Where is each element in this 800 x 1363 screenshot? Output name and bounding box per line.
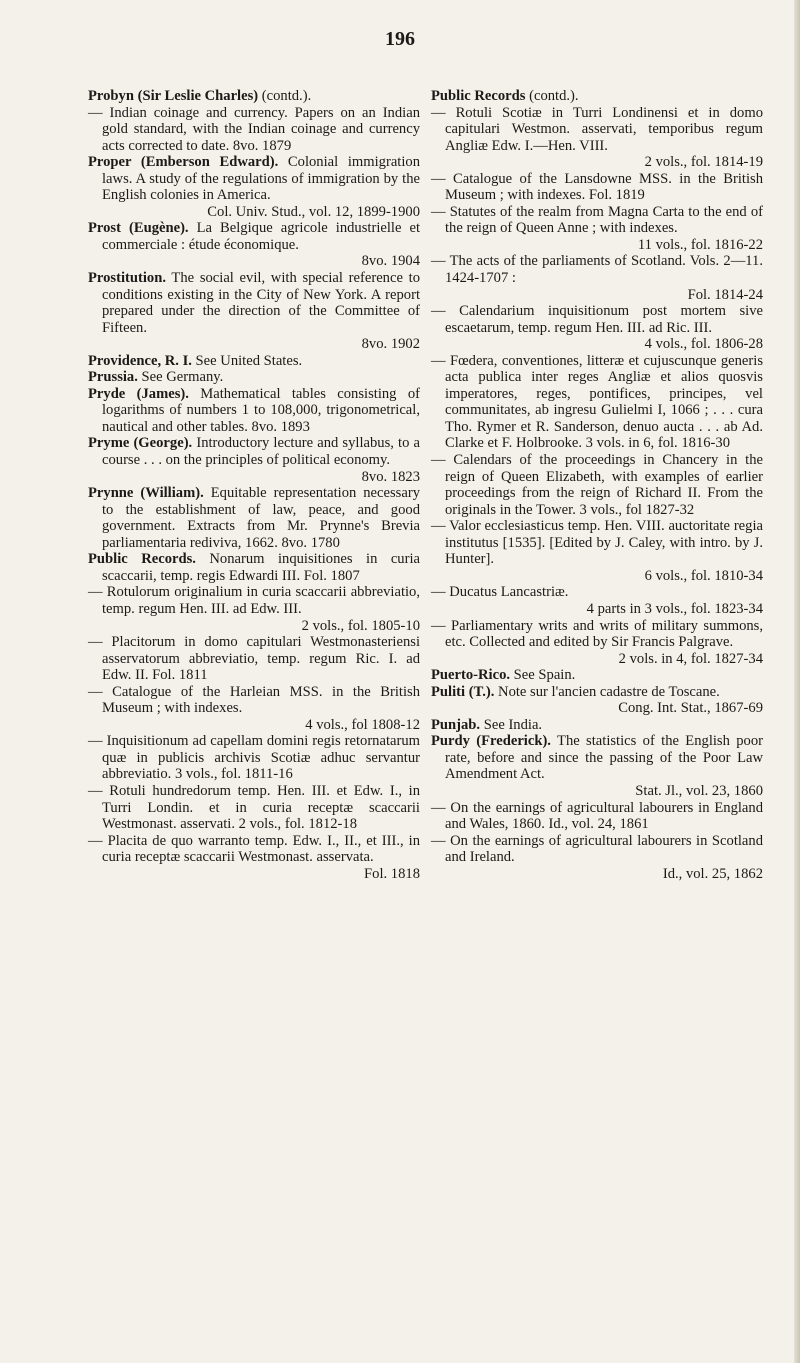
entry-text: — Placita de quo warranto temp. Edw. I., II., et III., in curia receptæ scaccarii Westmonast. asservata.: [88, 832, 420, 866]
index-subentry: [88, 684, 420, 734]
entry-text: (contd.).: [525, 88, 579, 104]
entry-text: — Catalogue of the Harleian MSS. in the British Museum ; with indexes.: [88, 683, 420, 717]
index-entry: [88, 386, 420, 436]
entry-text: — Valor ecclesiasticus temp. Hen. VIII. auctoritate regia institutus [1535]. [Edited by J. Caley, with intro. by J. Hunter].: [431, 518, 763, 568]
index-entry: [88, 88, 420, 105]
entry-heading: Prynne (William).: [88, 485, 204, 502]
entry-text: The statistics of the English poor rate, before and since the passing of the Poor Law Amendment Act.: [445, 733, 763, 783]
index-subentry: [431, 584, 763, 617]
entry-text: — On the earnings of agricultural labourers in Scotland and Ireland.: [431, 832, 763, 866]
entry-text: — Rotuli hundredorum temp. Hen. III. et Edw. I., in Turri Londin. et in curia receptæ scaccarii Westmonast. asservati. 2 vols., fol. 1812-18: [88, 782, 420, 833]
entry-heading: Proper (Emberson Edward).: [88, 154, 279, 171]
index-entry: [431, 717, 763, 734]
index-entry: [88, 353, 420, 370]
index-subentry: [431, 618, 763, 668]
entry-heading: Prussia.: [88, 369, 138, 386]
entry-text: — Inquisitionum ad capellam domini regis retornatarum quæ in publicis archivis Scotiæ adhuc servantur abbreviatio. 3 vols., fol. 1811-16: [88, 733, 420, 783]
index-subentry: [431, 833, 763, 883]
index-subentry: [88, 833, 420, 883]
entry-heading: Puliti (T.).: [431, 683, 495, 700]
right-column: [431, 88, 763, 882]
entry-publication: 8vo. 1823: [361, 468, 420, 485]
index-entry: [88, 369, 420, 386]
entry-heading: Providence, R. I.: [88, 352, 192, 369]
entry-text: — Rotuli Scotiæ in Turri Londinensi et in domo capitulari Westmon. asservati, temporibus regum Angliæ Edw. I.—Hen. VIII.: [431, 104, 763, 154]
index-entry: [88, 485, 420, 551]
entry-publication: 6 vols., fol. 1810-34: [644, 567, 763, 584]
index-subentry: [431, 303, 763, 353]
entry-text: — Calendars of the proceedings in Chancery in the reign of Queen Elizabeth, with examples of earlier proceedings from the reign of Richard II. From the originals in the Tower. 3 vols., fol 1827-32: [431, 452, 763, 518]
entry-text: See United States.: [191, 352, 303, 369]
index-entry: [88, 435, 420, 485]
entry-text: — The acts of the parliaments of Scotland. Vols. 2—11. 1424-1707 :: [431, 253, 763, 287]
entry-text: (contd.).: [258, 88, 312, 104]
index-subentry: [431, 800, 763, 833]
page-number: 196: [385, 28, 415, 50]
entry-heading: Punjab.: [431, 716, 481, 733]
index-subentry: [88, 584, 420, 634]
entry-text: Nonarum inquisitiones in curia scaccarii, temp. regis Edwardi III. Fol. 1807: [102, 551, 420, 584]
index-subentry: [88, 105, 420, 155]
index-entry: [431, 684, 763, 717]
index-subentry: [431, 253, 763, 303]
entry-text: — Rotulorum originalium in curia scaccarii abbreviatio, temp. regum Hen. III. ad Edw. III.: [88, 584, 420, 617]
entry-text: — Indian coinage and currency. Papers on an Indian gold standard, with the Indian coinage and currency acts corrected to date. 8vo. 1879: [88, 104, 420, 154]
entry-heading: Prost (Eugène).: [88, 220, 189, 237]
index-entry: [431, 667, 763, 684]
entry-text: — Catalogue of the Lansdowne MSS. in the British Museum ; with indexes. Fol. 1819: [431, 170, 763, 204]
entry-heading: Public Records: [431, 88, 526, 104]
index-subentry: [431, 518, 763, 584]
entry-publication: 4 vols., fol 1808-12: [305, 716, 420, 733]
entry-text: — On the earnings of agricultural labourers in England and Wales, 1860. Id., vol. 24, 1861: [431, 799, 763, 833]
index-entry: [431, 88, 763, 105]
entry-heading: Prostitution.: [88, 270, 166, 287]
entry-text: — Fœdera, conventiones, litteræ et cujuscunque generis acta publica inter reges Angliæ et alios quosvis imperatores, reges, pontifices, principes, vel communitates, ab ingresu Gulielmi I, 1066 ; . . . cura Tho. Rymer et R. Sanderson, denuo aucta . . . ab Ad. Clarke et F. Holbrooke. 3 vols. in 6, fol. 1816-30: [431, 352, 763, 452]
index-subentry: [431, 105, 763, 171]
index-subentry: [88, 634, 420, 684]
entry-publication: Col. Univ. Stud., vol. 12, 1899-1900: [207, 203, 420, 220]
entry-text: La Belgique agricole industrielle et commerciale : étude économique.: [102, 220, 421, 253]
entry-text: See Germany.: [137, 369, 224, 386]
entry-publication: 8vo. 1902: [361, 336, 420, 353]
index-subentry: [431, 452, 763, 518]
entry-heading: Purdy (Frederick).: [431, 733, 551, 750]
entry-publication: 8vo. 1904: [361, 253, 420, 270]
left-column: [88, 88, 420, 882]
entry-text: — Placitorum in domo capitulari Westmonasteriensi asservatorum abbreviatio, temp. regum Ric. I. ad Edw. II. Fol. 1811: [88, 634, 420, 684]
entry-publication: 4 vols., fol. 1806-28: [644, 336, 763, 353]
entry-publication: 11 vols., fol. 1816-22: [637, 236, 763, 253]
entry-publication: 2 vols., fol. 1805-10: [301, 617, 420, 634]
entry-publication: Stat. Jl., vol. 23, 1860: [635, 782, 763, 799]
entry-text: Mathematical tables consisting of logarithms of numbers 1 to 108,000, trigonometrical, nautical and other tables. 8vo. 1893: [102, 385, 420, 435]
index-entry: [431, 733, 763, 799]
entry-heading: Pryme (George).: [88, 435, 193, 452]
entry-text: The social evil, with special reference to conditions existing in the City of New York. A report prepared under the direction of the Committee of Fifteen.: [102, 270, 420, 336]
index-entry: [88, 270, 420, 353]
index-entry: [88, 551, 420, 584]
entry-text: — Ducatus Lancastriæ.: [431, 584, 569, 601]
entry-text: See Spain.: [510, 667, 576, 684]
entry-heading: Public Records.: [88, 551, 196, 568]
entry-text: — Statutes of the realm from Magna Carta to the end of the reign of Queen Anne ; with indexes.: [431, 203, 763, 237]
entry-text: — Calendarium inquisitionum post mortem sive escaetarum, temp. regum Hen. III. ad Ric. III.: [431, 303, 763, 336]
page-edge: [794, 0, 800, 1363]
entry-publication: Cong. Int. Stat., 1867-69: [618, 700, 763, 717]
index-subentry: [431, 171, 763, 204]
index-subentry: [431, 353, 763, 452]
entry-publication: Fol. 1814-24: [687, 286, 763, 303]
index-subentry: [431, 204, 763, 254]
index-entry: [88, 220, 420, 270]
entry-heading: Probyn (Sir Leslie Charles): [88, 88, 259, 104]
index-subentry: [88, 733, 420, 783]
entry-text: — Parliamentary writs and writs of military summons, etc. Collected and edited by Sir Francis Palgrave.: [431, 617, 763, 651]
entry-publication: 2 vols. in 4, fol. 1827-34: [618, 650, 763, 667]
entry-publication: 4 parts in 3 vols., fol. 1823-34: [586, 600, 763, 617]
index-entry: [88, 154, 420, 220]
entry-publication: Id., vol. 25, 1862: [662, 865, 763, 882]
index-subentry: [88, 783, 420, 833]
entry-publication: Fol. 1818: [364, 865, 420, 882]
entry-text: Colonial immigration laws. A study of the regulations of immigration by the English colonies in America.: [102, 154, 421, 204]
entry-publication: 2 vols., fol. 1814-19: [644, 154, 763, 171]
entry-heading: Puerto-Rico.: [431, 667, 511, 684]
entry-heading: Pryde (James).: [88, 385, 189, 402]
entry-text: See India.: [480, 716, 543, 733]
entry-text: Introductory lecture and syllabus, to a course . . . on the principles of political economy.: [102, 435, 421, 469]
entry-text: Note sur l'ancien cadastre de Toscane.: [494, 683, 720, 700]
entry-text: Equitable representation necessary to the establishment of law, peace, and good government. Extracts from Mr. Prynne's Brevia parliamentaria rediviva, 1662. 8vo. 1780: [102, 485, 420, 551]
